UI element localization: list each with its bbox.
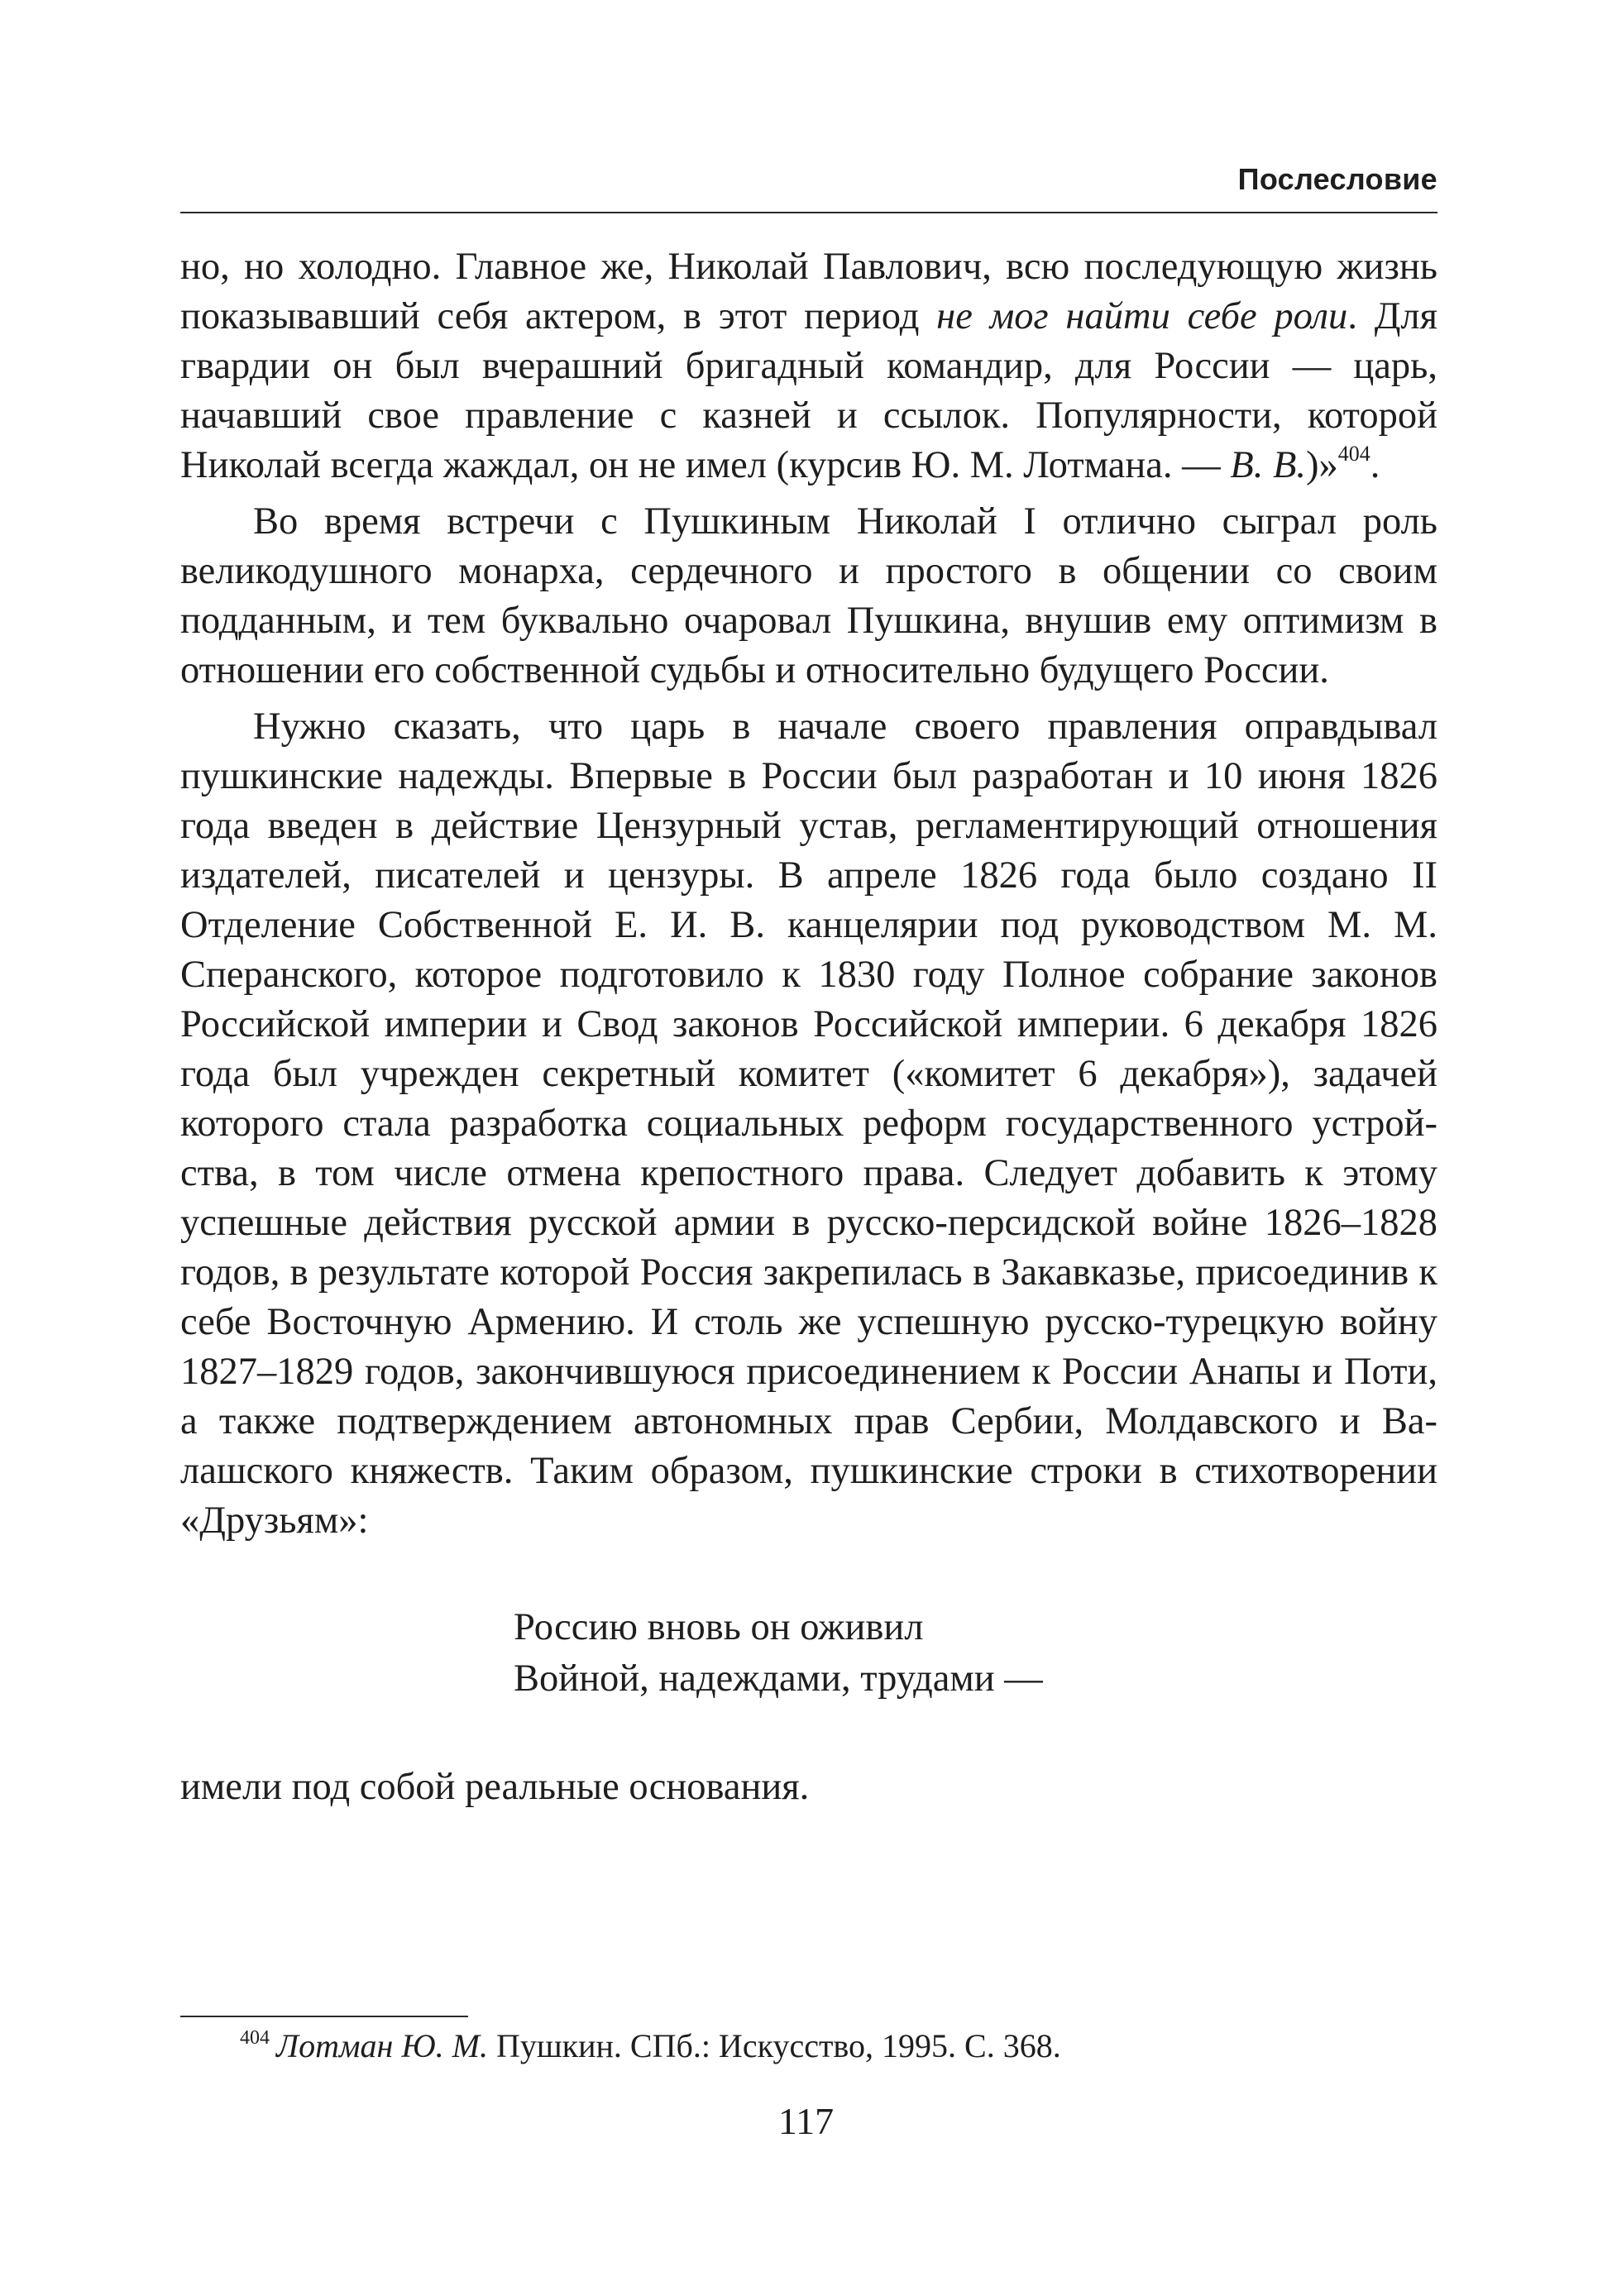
- paragraph-after-verse: имели под собой реальные основания.: [180, 1766, 810, 1808]
- paragraph-1: [180, 242, 1437, 490]
- paragraph-3: Нужно сказать, что царь в начале своего правления оправдывал пушкинские надежды. Впервые в России был разработан и 10 июня 1826 года введен в действие Цензурный устав, регламентирующий отношения издателей, писателей и цензуры. В апреле 1826 года было создано II Отделение Собственной Е. И. В. канцелярии под руководством М. М. Сперанского, которое подготовило к 1830 году Полное собрание законов Российской империи и Свод законов Российской империи. 6 декабря 1826 года был учрежден секретный комитет («комитет 6 декабря»), задачей которого стала разработка социальных реформ государственного устройства, в том числе отмена крепостного права. Следует добавить к этому успешные действия русской армии в русско-персидской войне 1826–1828 годов, в результате которой Россия закрепилась в Закавказье, присоединив к себе Восточную Армению. И столь же успешную русско-турецкую войну 1827–1829 годов, закончившуюся присоединением к России Анапы и Поти, а также подтверждением автономных прав Сербии, Молдавского и Валашского княжеств. Таким образом, пушкинские строки в стихотворении «Друзьям»:: [180, 706, 1437, 1542]
- verse-line-2: Войной, надеждами, трудами —: [514, 1657, 1043, 1700]
- body-text: [180, 242, 1437, 1812]
- paragraph-1-text-a: но, но холодно. Главное же, Николай Павлович, всю последующую жизнь показывавший себя актером, в этот период: [180, 246, 1437, 337]
- verse-quote: [514, 1602, 1437, 1705]
- paragraph-1-text-b: . Для гвардии он был вчерашний бригадный командир, для России — царь, начавший свое правление с казней и ссылок. Популярности, которой Николай всегда жаждал, он не имел (курсив Ю. М. Лотмана. —: [180, 295, 1438, 486]
- footnote-citation: Пушкин. СПб.: Искусство, 1995. С. 368.: [487, 2027, 1061, 2064]
- footnote-divider: [180, 2016, 468, 2017]
- footnote-number: 404: [240, 2027, 270, 2049]
- paragraph-1-italic-initials: В. В.: [1230, 444, 1306, 486]
- page-number: 117: [777, 2100, 835, 2142]
- paragraph-2: Во время встречи с Пушкиным Николай I отлично сыграл роль великодушного монарха, сердечного и простого в общении со своим подданным, и тем буквально очаровал Пушкина, внушив ему оптимизм в отношении его собственной судьбы и относительно будущего России.: [180, 500, 1437, 691]
- verse-line-1: Россию вновь он оживил: [514, 1606, 924, 1648]
- footnote: [240, 2024, 1061, 2069]
- paragraph-1-italic: не мог найти себе роли: [936, 295, 1348, 337]
- running-header: [180, 157, 1437, 213]
- section-title: Послесловие: [1237, 162, 1437, 196]
- paragraph-1-text-d: .: [1370, 444, 1380, 486]
- footnote-author: Лотман Ю. М.: [276, 2027, 488, 2064]
- paragraph-1-text-c: )»: [1305, 444, 1338, 486]
- footnote-reference: 404: [1337, 442, 1370, 466]
